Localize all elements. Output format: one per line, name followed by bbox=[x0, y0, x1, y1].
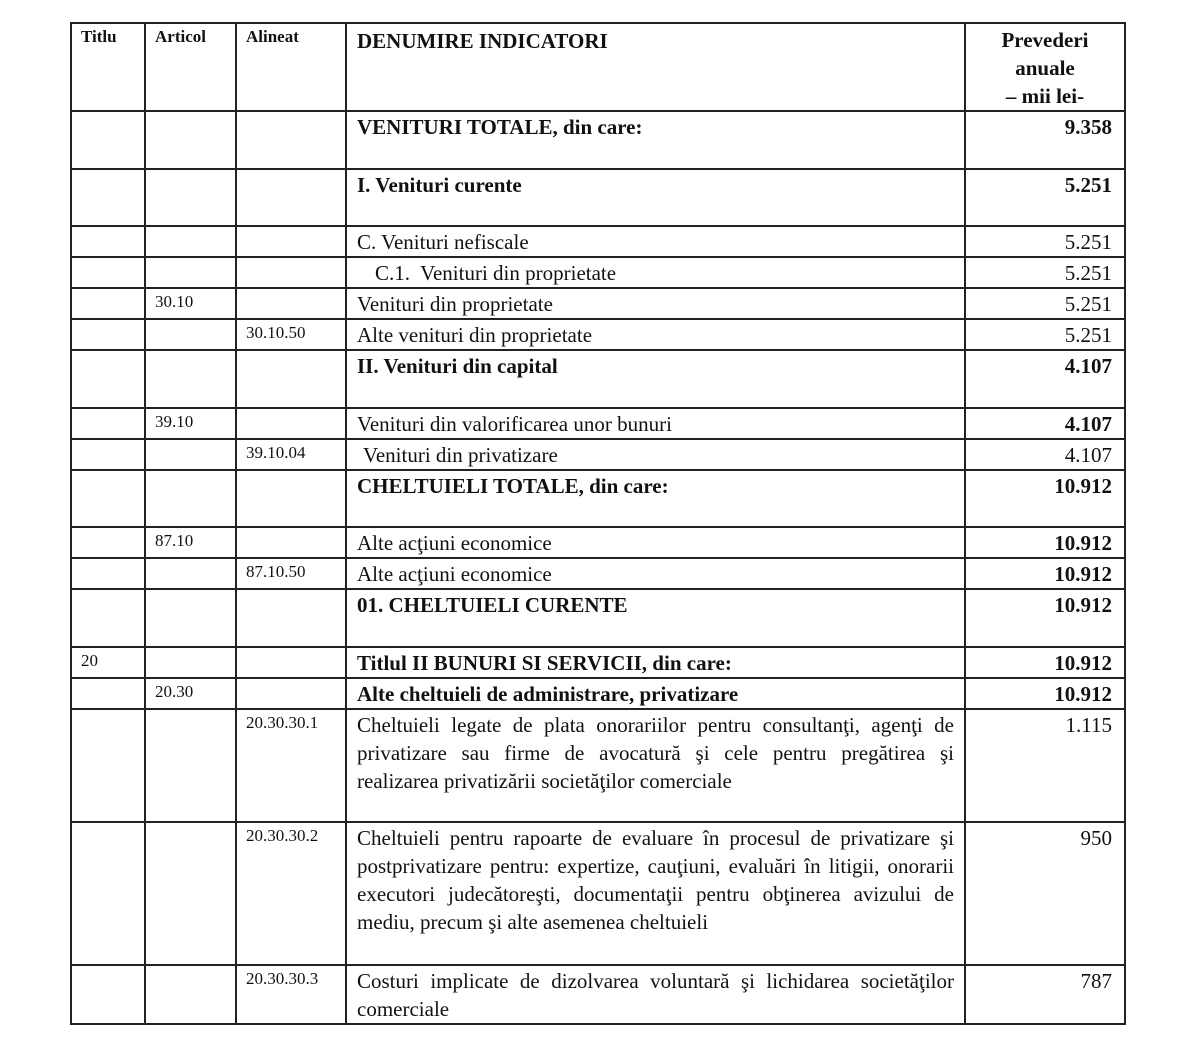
cell-titlu bbox=[71, 709, 145, 822]
cell-value: 5.251 bbox=[965, 319, 1125, 350]
cell-titlu bbox=[71, 226, 145, 257]
cell-titlu bbox=[71, 965, 145, 1024]
table-row bbox=[71, 439, 1125, 470]
cell-name: Venituri din valorificarea unor bunuri bbox=[346, 408, 965, 439]
cell-value: 10.912 bbox=[965, 470, 1125, 527]
table-row bbox=[71, 111, 1125, 169]
cell-name: 01. CHELTUIELI CURENTE bbox=[346, 589, 965, 647]
cell-alineat: 20.30.30.3 bbox=[236, 965, 346, 1024]
table-row bbox=[71, 527, 1125, 558]
cell-value: 10.912 bbox=[965, 589, 1125, 647]
cell-value: 4.107 bbox=[965, 408, 1125, 439]
table-row bbox=[71, 470, 1125, 527]
table-row bbox=[71, 350, 1125, 408]
cell-alineat bbox=[236, 288, 346, 319]
cell-alineat bbox=[236, 647, 346, 678]
cell-articol: 30.10 bbox=[145, 288, 236, 319]
cell-alineat bbox=[236, 226, 346, 257]
cell-name: Alte venituri din proprietate bbox=[346, 319, 965, 350]
cell-alineat: 20.30.30.2 bbox=[236, 822, 346, 965]
cell-name: Titlul II BUNURI SI SERVICII, din care: bbox=[346, 647, 965, 678]
table-row bbox=[71, 965, 1125, 1024]
cell-titlu bbox=[71, 527, 145, 558]
cell-alineat bbox=[236, 257, 346, 288]
cell-articol bbox=[145, 319, 236, 350]
cell-articol bbox=[145, 226, 236, 257]
header-prevederi bbox=[965, 23, 1125, 111]
table-row bbox=[71, 678, 1125, 709]
table-row bbox=[71, 558, 1125, 589]
cell-articol bbox=[145, 439, 236, 470]
cell-titlu bbox=[71, 439, 145, 470]
header-articol: Articol bbox=[145, 23, 236, 111]
header-alineat: Alineat bbox=[236, 23, 346, 111]
cell-alineat bbox=[236, 589, 346, 647]
cell-value: 9.358 bbox=[965, 111, 1125, 169]
header-titlu: Titlu bbox=[71, 23, 145, 111]
cell-alineat bbox=[236, 527, 346, 558]
cell-value: 10.912 bbox=[965, 678, 1125, 709]
table-row bbox=[71, 647, 1125, 678]
cell-articol bbox=[145, 965, 236, 1024]
cell-alineat: 39.10.04 bbox=[236, 439, 346, 470]
cell-alineat bbox=[236, 111, 346, 169]
cell-titlu bbox=[71, 678, 145, 709]
table-row bbox=[71, 226, 1125, 257]
cell-name: Cheltuieli legate de plata onorariilor pentru consultanţi, agenţi de privatizare sau firme de avocatură şi cele pentru pregătirea şi realizarea privatizării societăţilor comerciale bbox=[346, 709, 965, 822]
cell-alineat bbox=[236, 169, 346, 226]
cell-titlu: 20 bbox=[71, 647, 145, 678]
cell-articol bbox=[145, 589, 236, 647]
table-row bbox=[71, 822, 1125, 965]
cell-articol bbox=[145, 822, 236, 965]
table-row bbox=[71, 169, 1125, 226]
cell-articol: 87.10 bbox=[145, 527, 236, 558]
cell-titlu bbox=[71, 589, 145, 647]
cell-titlu bbox=[71, 350, 145, 408]
budget-table bbox=[70, 22, 1126, 1025]
header-prevederi-line-2: anuale bbox=[1015, 56, 1075, 80]
cell-titlu bbox=[71, 822, 145, 965]
cell-articol bbox=[145, 709, 236, 822]
cell-articol bbox=[145, 470, 236, 527]
cell-name: Venituri din proprietate bbox=[346, 288, 965, 319]
cell-titlu bbox=[71, 408, 145, 439]
cell-alineat: 20.30.30.1 bbox=[236, 709, 346, 822]
cell-name: Costuri implicate de dizolvarea voluntară şi lichidarea societăţilor comerciale bbox=[346, 965, 965, 1024]
cell-value: 950 bbox=[965, 822, 1125, 965]
table-row bbox=[71, 288, 1125, 319]
header-prevederi-line-3: – mii lei- bbox=[1005, 84, 1085, 108]
cell-value: 10.912 bbox=[965, 647, 1125, 678]
cell-value: 5.251 bbox=[965, 226, 1125, 257]
cell-articol bbox=[145, 111, 236, 169]
cell-titlu bbox=[71, 319, 145, 350]
cell-name: Alte cheltuieli de administrare, privatizare bbox=[346, 678, 965, 709]
header-denumire: DENUMIRE INDICATORI bbox=[346, 23, 965, 111]
table-row bbox=[71, 589, 1125, 647]
cell-titlu bbox=[71, 470, 145, 527]
cell-titlu bbox=[71, 288, 145, 319]
cell-alineat: 87.10.50 bbox=[236, 558, 346, 589]
cell-value: 4.107 bbox=[965, 350, 1125, 408]
cell-titlu bbox=[71, 558, 145, 589]
cell-name: II. Venituri din capital bbox=[346, 350, 965, 408]
cell-value: 10.912 bbox=[965, 558, 1125, 589]
cell-name: C.1. Venituri din proprietate bbox=[346, 257, 965, 288]
cell-articol: 20.30 bbox=[145, 678, 236, 709]
cell-name: Venituri din privatizare bbox=[346, 439, 965, 470]
cell-articol bbox=[145, 257, 236, 288]
table-row bbox=[71, 709, 1125, 822]
cell-titlu bbox=[71, 169, 145, 226]
cell-name: Alte acţiuni economice bbox=[346, 527, 965, 558]
cell-name: VENITURI TOTALE, din care: bbox=[346, 111, 965, 169]
cell-value: 787 bbox=[965, 965, 1125, 1024]
cell-articol bbox=[145, 647, 236, 678]
cell-alineat bbox=[236, 678, 346, 709]
table-row bbox=[71, 257, 1125, 288]
cell-value: 5.251 bbox=[965, 169, 1125, 226]
header-prevederi-line-1: Prevederi bbox=[1001, 28, 1089, 52]
table-row bbox=[71, 319, 1125, 350]
cell-titlu bbox=[71, 257, 145, 288]
cell-name: C. Venituri nefiscale bbox=[346, 226, 965, 257]
cell-value: 5.251 bbox=[965, 288, 1125, 319]
cell-value: 5.251 bbox=[965, 257, 1125, 288]
cell-alineat bbox=[236, 350, 346, 408]
cell-articol bbox=[145, 350, 236, 408]
cell-name: Alte acţiuni economice bbox=[346, 558, 965, 589]
cell-value: 1.115 bbox=[965, 709, 1125, 822]
cell-articol bbox=[145, 169, 236, 226]
cell-articol bbox=[145, 558, 236, 589]
cell-name: Cheltuieli pentru rapoarte de evaluare în procesul de privatizare şi postprivatizare pentru: expertize, cauţiuni, evaluări în litigii, onorarii executori judecătoreşti, documentaţii pentru obţinerea avizului de mediu, precum şi alte asemenea cheltuieli bbox=[346, 822, 965, 965]
cell-alineat bbox=[236, 470, 346, 527]
cell-alineat: 30.10.50 bbox=[236, 319, 346, 350]
cell-value: 10.912 bbox=[965, 527, 1125, 558]
cell-name: CHELTUIELI TOTALE, din care: bbox=[346, 470, 965, 527]
header-row bbox=[71, 23, 1125, 111]
cell-articol: 39.10 bbox=[145, 408, 236, 439]
cell-titlu bbox=[71, 111, 145, 169]
table-row bbox=[71, 408, 1125, 439]
cell-name: I. Venituri curente bbox=[346, 169, 965, 226]
cell-value: 4.107 bbox=[965, 439, 1125, 470]
cell-alineat bbox=[236, 408, 346, 439]
